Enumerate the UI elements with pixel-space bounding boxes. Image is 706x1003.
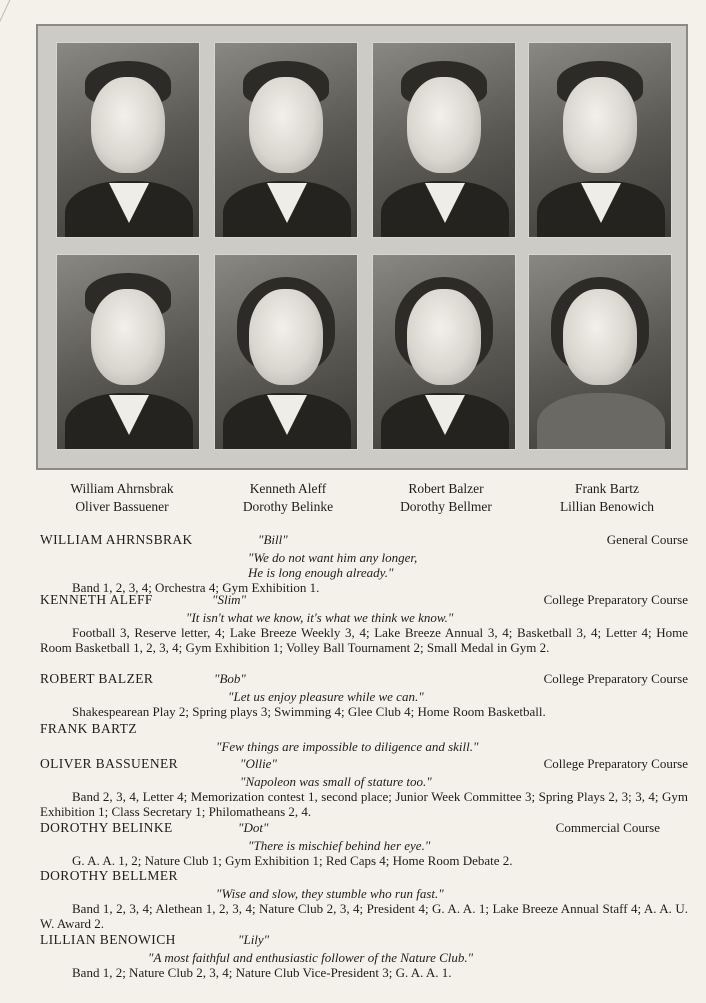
course: General Course: [606, 532, 688, 547]
senior-entries: [40, 532, 688, 980]
activities: Band 1, 2; Nature Club 2, 3, 4; Nature Club Vice-President 3; G. A. A. 1.: [72, 965, 452, 980]
student-name: FRANK BARTZ: [40, 721, 137, 736]
portrait-grid: [36, 24, 688, 470]
entry-dorothy-bellmer: [40, 868, 688, 932]
caption-name: Kenneth Aleff: [249, 481, 327, 496]
nickname: "Bill": [258, 532, 288, 547]
activities: G. A. A. 1, 2; Nature Club 1; Gym Exhibition 1; Red Caps 4; Home Room Debate 2.: [72, 853, 513, 868]
caption-column-3: [361, 480, 531, 516]
entry-frank-bartz: [40, 721, 688, 756]
entry-william-ahrnsbrak: [40, 532, 688, 595]
nickname: "Ollie": [240, 756, 277, 771]
portrait-dorothy-bellmer: [372, 254, 516, 450]
caption-name: Dorothy Bellmer: [400, 499, 492, 514]
entry-kenneth-aleff: [40, 592, 688, 671]
student-name: DOROTHY BELINKE: [40, 820, 173, 835]
quote-line: "Napoleon was small of stature too.": [240, 774, 432, 789]
entry-oliver-bassuener: [40, 756, 688, 820]
student-name: WILLIAM AHRNSBRAK: [40, 532, 193, 547]
student-name: ROBERT BALZER: [40, 671, 154, 686]
portrait-frank-bartz: [528, 42, 672, 238]
nickname: "Slim": [212, 592, 247, 607]
nickname: "Lily": [238, 932, 270, 947]
caption-name: Robert Balzer: [408, 481, 484, 496]
quote-line: "Few things are impossible to diligence and skill.": [216, 739, 479, 754]
caption-name: Lillian Benowich: [559, 499, 655, 514]
caption-name: Frank Bartz: [574, 481, 640, 496]
caption-column-4: [522, 480, 692, 516]
student-name: OLIVER BASSUENER: [40, 756, 179, 771]
student-name: DOROTHY BELLMER: [40, 868, 178, 883]
activities: Band 2, 3, 4, Letter 4; Memorization contest 1, second place; Junior Week Committee 3; Spring Plays 2, 3; 3, 4; Gym Exhibition 1; Class Secretary 1; Philomatheans 2, 4.: [40, 789, 688, 819]
quote-line: "A most faithful and enthusiastic follower of the Nature Club.": [148, 950, 474, 965]
course: Commercial Course: [555, 820, 660, 835]
activities: Band 1, 2, 3, 4; Orchestra 4; Gym Exhibition 1.: [72, 580, 320, 595]
portrait-kenneth-aleff: [214, 42, 358, 238]
caption-name: Dorothy Belinke: [242, 499, 334, 514]
portrait-dorothy-belinke: [214, 254, 358, 450]
caption-column-2: [203, 480, 373, 516]
activities: Shakespearean Play 2; Spring plays 3; Swimming 4; Glee Club 4; Home Room Basketball.: [72, 704, 546, 719]
pen-mark: [0, 0, 40, 40]
portrait-lillian-benowich: [528, 254, 672, 450]
quote-line: "There is mischief behind her eye.": [248, 838, 431, 853]
caption-column-1: [37, 480, 207, 516]
student-name: KENNETH ALEFF: [40, 592, 153, 607]
quote-line: He is long enough already.": [248, 565, 394, 580]
portrait-robert-balzer: [372, 42, 516, 238]
activities: Football 3, Reserve letter, 4; Lake Breeze Weekly 3, 4; Lake Breeze Annual 3, 4; Basketball 3, 4; Letter 4; Home Room Basketball 1, 2, 3, 4; Gym Exhibition 1; Volley Ball Tournament 2; Small Medal in Gym 2.: [40, 625, 688, 655]
entry-robert-balzer: [40, 671, 688, 721]
nickname: "Bob": [214, 671, 246, 686]
portrait-william-ahrnsbrak: [56, 42, 200, 238]
portrait-oliver-bassuener: [56, 254, 200, 450]
course: College Preparatory Course: [543, 671, 688, 686]
quote-line: "Wise and slow, they stumble who run fast.": [216, 886, 444, 901]
quote-line: "We do not want him any longer,: [248, 550, 418, 565]
nickname: "Dot": [238, 820, 269, 835]
quote-line: "It isn't what we know, it's what we think we know.": [186, 610, 454, 625]
course: College Preparatory Course: [543, 756, 688, 771]
student-name: LILLIAN BENOWICH: [40, 932, 176, 947]
caption-name: William Ahrnsbrak: [70, 481, 174, 496]
entry-lillian-benowich: [40, 932, 688, 980]
activities: Band 1, 2, 3, 4; Alethean 1, 2, 3, 4; Nature Club 2, 3, 4; President 4; G. A. A. 1; Lake Breeze Annual Staff 4; A. A. U. W. Award 2.: [40, 901, 688, 931]
quote-line: "Let us enjoy pleasure while we can.": [228, 689, 424, 704]
course: College Preparatory Course: [543, 592, 688, 607]
entry-dorothy-belinke: [40, 820, 688, 868]
caption-name: Oliver Bassuener: [75, 499, 169, 514]
